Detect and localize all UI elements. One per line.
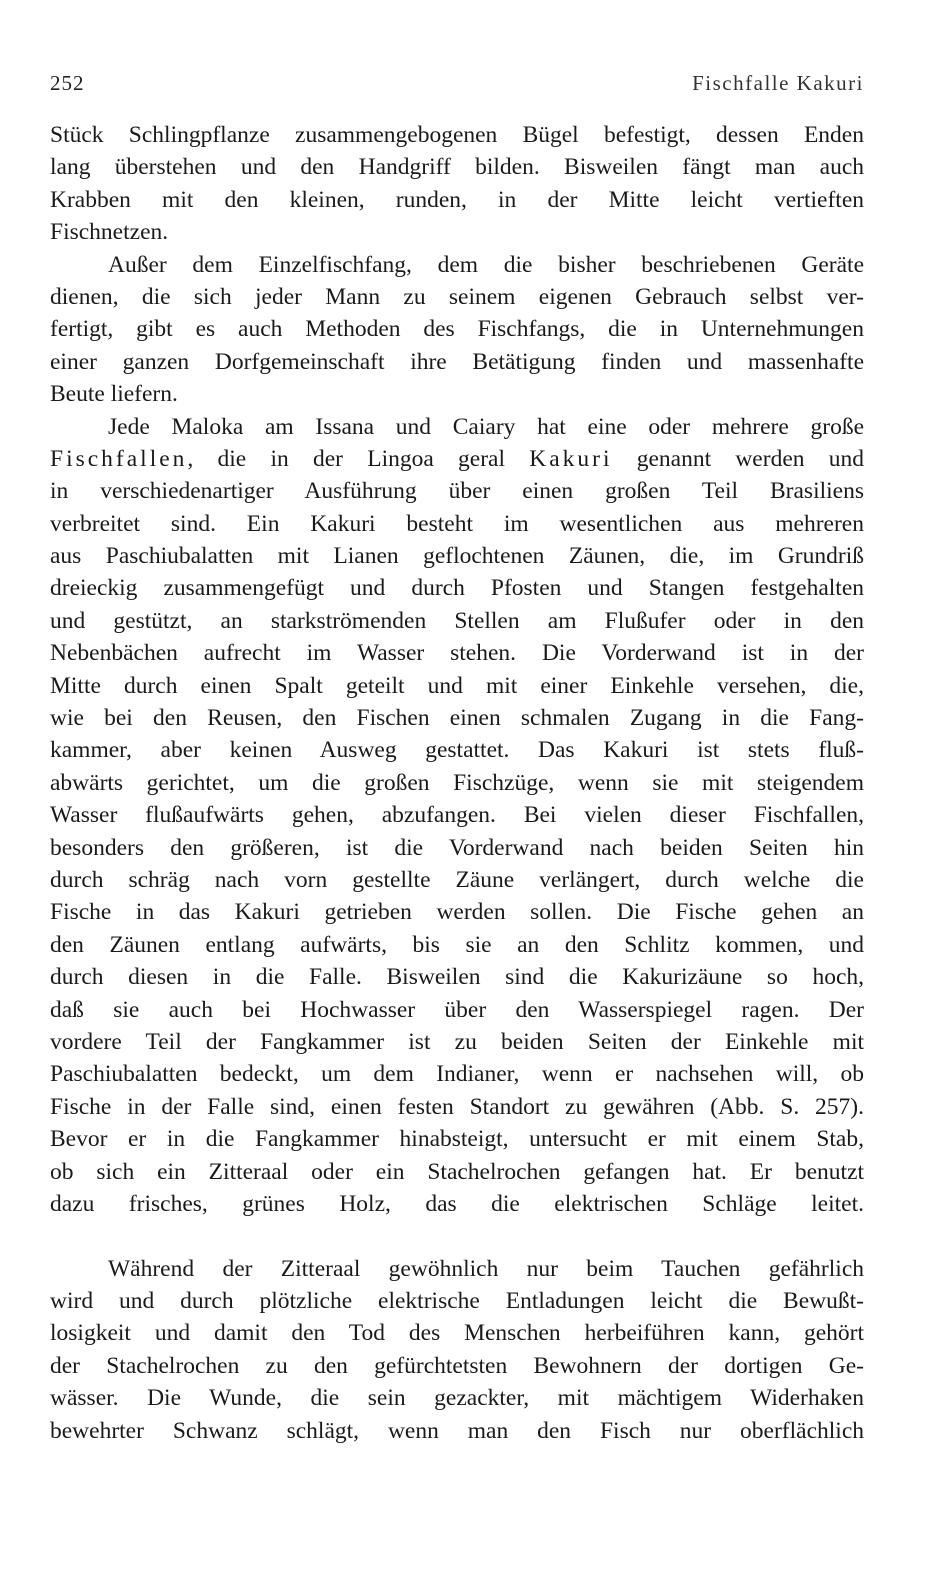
text-line: Fische in das Kakuri getrieben werden sollen. Die Fische gehen an [50,899,864,926]
text-line: wässer. Die Wunde, die sein gezackter, mit mächtigem Widerhaken [50,1385,864,1412]
text-line: losigkeit und damit den Tod des Menschen herbeiführen kann, gehört [50,1320,864,1347]
text-line: Stück Schlingpflanze zusammengebogenen Bügel befestigt, dessen Enden [50,122,864,148]
text-line: wird und durch plötzliche elektrische Entladungen leicht die Bewußt- [50,1288,864,1315]
text-line [50,1220,864,1252]
spaced-term: Kakuri [529,445,613,472]
text-line: Während der Zitteraal gewöhnlich nur beim Tauchen gefährlich [108,1255,864,1282]
running-head [50,68,864,98]
text-line: dienen, die sich jeder Mann zu seinem eigenen Gebrauch selbst ver- [50,283,864,310]
text-line: Fische in der Falle sind, einen festen Standort zu gewähren (Abb. S. 257). [50,1093,864,1120]
text-line: aus Paschiubalatten mit Lianen geflochtenen Zäunen, die, im Grundriß [50,543,864,570]
paragraph-2 [50,249,864,411]
text-line: in verschiedenartiger Ausführung über einen großen Teil Brasiliens [50,478,864,505]
text-segment: genannt werden und [612,445,864,472]
text-line: Krabben mit den kleinen, runden, in der Mitte leicht vertieften [50,186,864,213]
text-line: abwärts gerichtet, um die großen Fischzüge, wenn sie mit steigendem [50,769,864,796]
text-line: durch schräg nach vorn gestellte Zäune verlängert, durch welche die [50,866,864,893]
text-line: und gestützt, an starkströmenden Stellen am Flußufer oder in den [50,607,864,634]
text-line: wie bei den Reusen, den Fischen einen schmalen Zugang in die Fang- [50,705,864,732]
text-line: dazu frisches, grünes Holz, das die elektrischen Schläge leitet. [50,1190,864,1217]
text-line: Außer dem Einzelfischfang, dem die bisher beschriebenen Geräte [108,251,864,278]
text-line: ob sich ein Zitteraal oder ein Stachelrochen gefangen hat. Er benutzt [50,1158,864,1185]
text-line: Nebenbächen aufrecht im Wasser stehen. Die Vorderwand ist in der [50,640,864,667]
paragraph-1 [50,119,864,249]
text-line: lang überstehen und den Handgriff bilden. Bisweilen fängt man auch [50,154,864,181]
text-line: Wasser flußaufwärts gehen, abzufangen. Bei vielen dieser Fischfallen, [50,802,864,829]
text-line: fertigt, gibt es auch Methoden des Fischfangs, die in Unternehmungen [50,316,864,343]
body-text [50,119,864,1447]
text-line: Beute liefern. [50,381,178,408]
text-line: daß sie auch bei Hochwasser über den Wasserspiegel ragen. Der [50,996,864,1023]
text-line: Fischnetzen. [50,219,169,246]
text-line: Jede Maloka am Issana und Caiary hat eine oder mehrere große [108,413,864,440]
paragraph-3 [50,411,864,1253]
text-line: verbreitet sind. Ein Kakuri besteht im wesentlichen aus mehreren [50,510,864,537]
text-line: dreieckig zusammengefügt und durch Pfosten und Stangen festgehalten [50,575,864,602]
running-title: Fischfalle Kakuri [692,71,864,95]
text-line: der Stachelrochen zu den gefürchtetsten Bewohnern der dortigen Ge- [50,1352,864,1379]
page-number: 252 [50,71,85,95]
text-line: Mitte durch einen Spalt geteilt und mit einer Einkehle versehen, die, [50,672,864,699]
text-line [50,443,864,475]
paragraph-4 [50,1253,864,1447]
text-line: besonders den größeren, ist die Vorderwand nach beiden Seiten hin [50,834,864,861]
text-line: Paschiubalatten bedeckt, um dem Indianer, wenn er nachsehen will, ob [50,1061,864,1088]
text-line: einer ganzen Dorfgemeinschaft ihre Betätigung finden und massenhafte [50,348,864,375]
text-line: den Zäunen entlang aufwärts, bis sie an den Schlitz kommen, und [50,931,864,958]
text-line: bewehrter Schwanz schlägt, wenn man den Fisch nur oberflächlich [50,1417,864,1444]
spaced-term: Fischfallen [50,445,188,472]
text-line: kammer, aber keinen Ausweg gestattet. Das Kakuri ist stets fluß- [50,737,864,764]
text-line: vordere Teil der Fangkammer ist zu beiden Seiten der Einkehle mit [50,1028,864,1055]
text-line: Bevor er in die Fangkammer hinabsteigt, untersucht er mit einem Stab, [50,1126,864,1153]
text-line: durch diesen in die Falle. Bisweilen sind die Kakurizäune so hoch, [50,964,864,991]
text-segment: , die in der Lingoa geral [187,445,530,472]
